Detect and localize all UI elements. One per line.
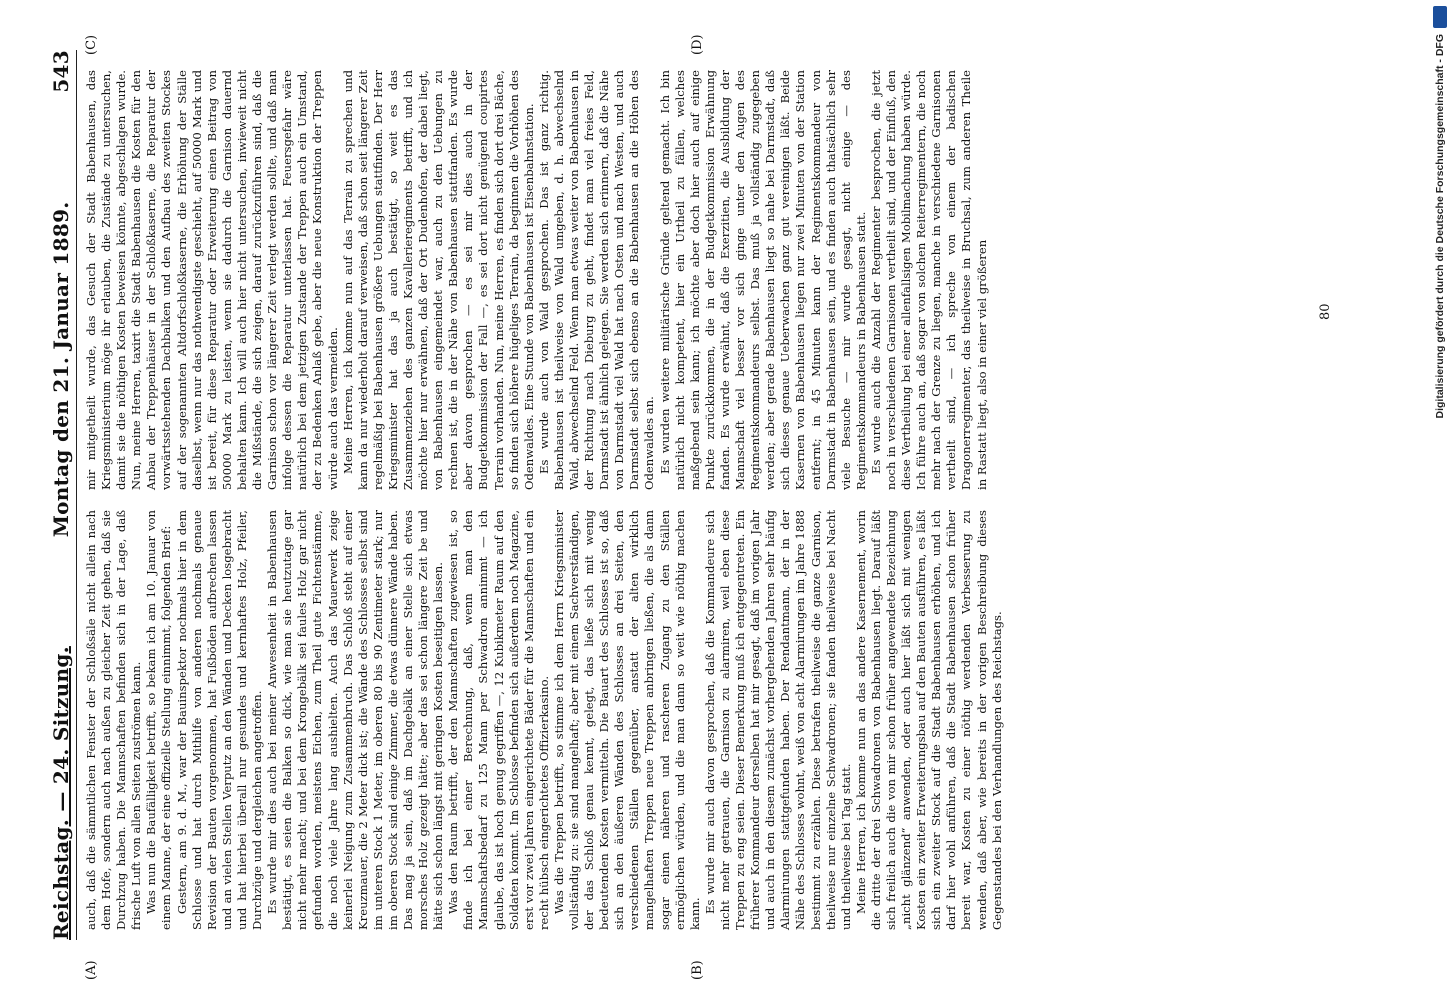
footer-page-index: 80 xyxy=(1318,303,1333,320)
digitization-credit xyxy=(1404,0,1446,1000)
paragraph: Es wurde auch die Anzahl der Regimenter besprochen, die jetzt noch in verschiedenen Garnisonen vertheilt sind, und der Einfluß, den diese Vertheilung bei einer allenfallsigen Mobilmachung haben würde. Ich führe auch an, daß sogar von solchen Reiterregimentern, die noch mehr nach der Grenze zu liegen, manche in verschiedene Garnisonen vertheilt sind, — ich spreche von einem der badischen Dragonerregimenter, das theilweise in Bruchsal, zum anderen Theile in Rastatt liegt, also in einer viel größeren xyxy=(868,70,989,490)
dfg-logo-icon xyxy=(1433,6,1447,28)
margin-marker-c: (C) xyxy=(84,34,99,55)
paragraph: Es wurde mir auch davon gesprochen, daß die Kommandeure sich nicht mehr getrauen, die Garnison zu alarmiren, weil eben diese Treppen zu eng seien. Dieser Bemerkung muß ich entgegentreten. Ein früherer Kommandeur derselben hat mir gesagt, daß im vorigen Jahr und auch in den diesem zunächst vorhergehenden Jahren sehr häufig Alarmirungen stattgefunden haben. Der Rendantmann, der in der Nähe des Schlosses wohnt, weiß von acht Alarmirungen im Jahre 1888 bestimmt zu erzählen. Diese betrafen theilweise die ganze Garnison, theilweise nur einzelne Schwadronen; sie fanden theilweise bei Nacht und theilweise bei Tag statt. xyxy=(702,510,853,930)
paragraph: Meine Herren, ich komme nun auf das Terrain zu sprechen und kann da nur wiederholt darauf verweisen, daß schon seit längerer Zeit regelmäßig bei Babenhausen größere Uebungen stattfinden. Der Herr Kriegsminister hat das ja auch bestätigt, so weit es das Zusammenziehen des ganzen Kavallerieregiments betrifft, und ich möchte hier nur erwähnen, daß der Ort Dudenhofen, der dabei liegt, von Babenhausen eingemeindet war, auch zu den Uebungen zu rechnen ist, die in der Nähe von Babenhausen stattfanden. Es wurde aber davon gesprochen — es sei mir dies auch in der Budgetkommission der Fall —, es sei dort nicht genügend coupirtes Terrain vorhanden. Nun, meine Herren, es finden sich dort drei Bäche, so finden sich höhere hügeliges Terrain, da beginnen die Vorhöhen des Odenwaldes. Eine Stunde von Babenhausen ist Eisenbahnstation. xyxy=(340,70,536,490)
paragraph: Was den Raum betrifft, der den Mannschaften zugewiesen ist, so finde ich bei einer Berechnung, daß, wenn man den Mannschaftsbedarf zu 125 Mann per Schwadron annimmt — ich glaube, das ist hoch genug gegriffen —, 12 Kubikmeter Raum auf den Soldaten kommt. Im Schlosse befinden sich außerdem noch Magazine, erst vor zwei Jahren eingerichtete Bäder für die Mannschaften und ein recht hübsch eingerichtetes Offizierkasino. xyxy=(446,510,551,930)
paragraph: Was die Treppen betrifft, so stimme ich dem Herrn Kriegsminister vollständig zu: sie sind mangelhaft; aber mit einem Sachverständigen, der das Schloß genau kennt, gelegt, das ließe sich mit wenig bedeutenden Kosten vermitteln. Die Bauart des Schlosses ist so, daß sich an den äußeren Wänden des Schlosses an drei Seiten, den verschiedenen Ställen gegenüber, anstatt der alten wirklich mangelhaften Treppen neue Treppen anbringen ließen, die als dann sogar einen näheren und rascheren Zugang zu den Ställen ermöglichen würden, und die man dann so weit wie nöthig machen kann. xyxy=(551,510,702,930)
paragraph: Es wurde mir dies auch bei meiner Anwesenheit in Babenhausen bestätigt, es seien die Balken so dick, wie man sie heutzutage gar nicht mehr macht; und bei dem Krongebälk sei faules Holz gar nicht gefunden worden, meistens Eichen, zum Theil gute Fichtenstämme, die noch viele Jahre lang aushielten. Auch das Mauerwerk zeige keinerlei Neigung zum Zusammenbruch. Das Schloß steht auf einer Kreuzmauer, die 2 Meter dick ist; die Wände des Schlosses selbst sind im unteren Stock 1 Meter, im oberen 80 bis 90 Zentimeter stark; nur im oberen Stock sind einige Zimmer, die etwas dünnere Wände haben. Das mag ja sein, daß im Dachgebälk an einer Stelle sich etwas morsches Holz gezeigt hätte; aber das sei schon längere Zeit be und hätte sich schon längst mit geringen Kosten beseitigen lassen. xyxy=(265,510,446,930)
header-left: Reichstag. — 24. Sitzung. xyxy=(49,646,73,940)
margin-marker-a: (A) xyxy=(84,960,99,980)
paragraph: Gestern, am 9. d. M., war der Bauinspektor nochmals hier in dem Schlosse und hat durch Mithilfe von anderen nochmals genaue Revision der Bauten vorgenommen, hat Fußböden aufbrechen lassen und an vielen Stellen Verputz an den Wänden und Decken losgebracht und hat hierbei überall nur gesundes und kernhaftes Holz, Pfeiler, Durchzüge und dergleichen angetroffen. xyxy=(174,510,265,930)
page-number: 543 xyxy=(49,50,73,93)
paragraph: Es wurde auch von Wald gesprochen. Das ist ganz richtig. Babenhausen ist theilweise von Wald umgeben, d. h. abwechselnd Wald, abwechselnd Feld. Wenn man etwas weiter von Babenhausen in der Richtung nach Dieburg zu geht, findet man viel freies Feld, Darmstadt ist ähnlich gelegen. Sie werden sich erinnern, daß die Nähe von Darmstadt viel Wald hat nach Osten und nach Westen, und auch Darmstadt selbst sich ebenso an die Babenhausen an die Höhen des Odenwaldes an. xyxy=(536,70,657,490)
margin-marker-d: (D) xyxy=(690,34,705,55)
paragraph: mir mitgetheilt wurde, das Gesuch der Stadt Babenhausen, das Kriegsministerium möge ihr erlauben, die Zustände zu untersuchen, damit sie die nöthigen Kosten beweisen könnte, abgeschlagen wurde. Nun, meine Herren, taxirt die Stadt Babenhausen die Kosten für den Anbau der Treppenhäuser in der Schloßkaserne, die Reparatur der vorwärtsstehenden Dachbalken und den Aufbau des zweiten Stockes auf der sogenannten Altdorfschloßkaserne, die Erhöhung der Ställe daselbst, wenn nur das nothwendigste geschieht, auf 50000 Mark und ist bereit, für diese Reparatur oder Erweiterung einen Beitrag von 50000 Mark zu leisten, wenn sie dadurch die Garnison dauernd behalten kann. Ich will auch hier nicht untersuchen, inwieweit nicht die Mißstände, die sich zeigen, darauf zurückzuführen sind, daß die Garnison schon vor längerer Zeit verlegt werden sollte, und daß man infolge dessen die Reparatur unterlassen hat. Feuersgefahr wäre natürlich bei dem jetzigen Zustande der Treppen auch ein Umstand, der zu Bedenken Anlaß gebe, aber die neue Konstruktion der Treppen würde auch das vermeiden. xyxy=(84,70,340,490)
page-header xyxy=(46,50,77,940)
left-text-column xyxy=(84,510,1334,930)
paragraph: Meine Herren, ich komme nun an das andere Kasernement, worin die dritte der drei Schwadronen von Babenhausen liegt. Darauf läßt sich freilich auch die von mir schon früher angewendete Bezeichnung „nicht glänzend“ anwenden, oder auch hier läßt sich mit wenigen Kosten ein zweiter Erweiterungsbau auf den Bauten ausführen, es läßt sich ein zweiter Stock auf die Stadt Babenhausen erhöhen, und ich darf hier wohl anführen, daß die Stadt Babenhausen schon früher bereit war, Kosten zu einer nöthig werdenden Verbesserung zu wenden, daß aber, wie bereits in der vorigen Beschreibung dieses Gegenstandes bei den Verhandlungen des Reichstags. xyxy=(853,510,1004,930)
header-date: Montag den 21. Januar 1889. xyxy=(49,201,73,538)
paragraph: Was nun die Baufälligkeit betrifft, so bekam ich am 10. Januar von einem Manne, der eine offizielle Stellung einnimmt, folgenden Brief: xyxy=(144,510,174,930)
paragraph: Es wurden weitere militärische Gründe geltend gemacht. Ich bin natürlich nicht kompetent, hier ein Urtheil zu fällen, welches maßgebend sein kann; ich möchte aber doch hier auch auf einige Punkte zurückkommen, die in der Budgetkommission Erwähnung fanden. Es wurde erwähnt, daß die Exerzitien, die Ausbildung der Mannschaft viel besser vor sich ginge unter den Augen des Regimentskommandeurs selbst. Das muß ja vollständig zugegeben werden; aber gerade Babenhausen liegt so nahe bei Darmstadt, daß sich dieses genaue Ueberwachen ganz gut vereinigen läßt. Beide Kasernen von Babenhausen liegen nur zwei Minuten von der Station entfernt; in 45 Minuten kann der Regimentskommandeur von Darmstadt in Babenhausen sein, und es finden auch thatsächlich sehr viele Besuche — mir wurde gesagt, nicht einige — des Regimentskommandeurs in Babenhausen statt. xyxy=(657,70,868,490)
credit-text: Digitalisierung gefördert durch die Deutsche Forschungsgemeinschaft - DFG xyxy=(1434,34,1446,419)
right-text-column xyxy=(84,70,1334,490)
paragraph: auch, daß die sämmtlichen Fenster der Schloßsäle nicht allein nach dem Hofe, sondern auch nach außen zu gleicher Zeit gehen, daß sie Durchzug haben. Die Mannschaften befinden sich in der Lage, daß frische Luft von allen Seiten zuströmen kann. xyxy=(84,510,144,930)
margin-marker-b: (B) xyxy=(690,960,705,980)
